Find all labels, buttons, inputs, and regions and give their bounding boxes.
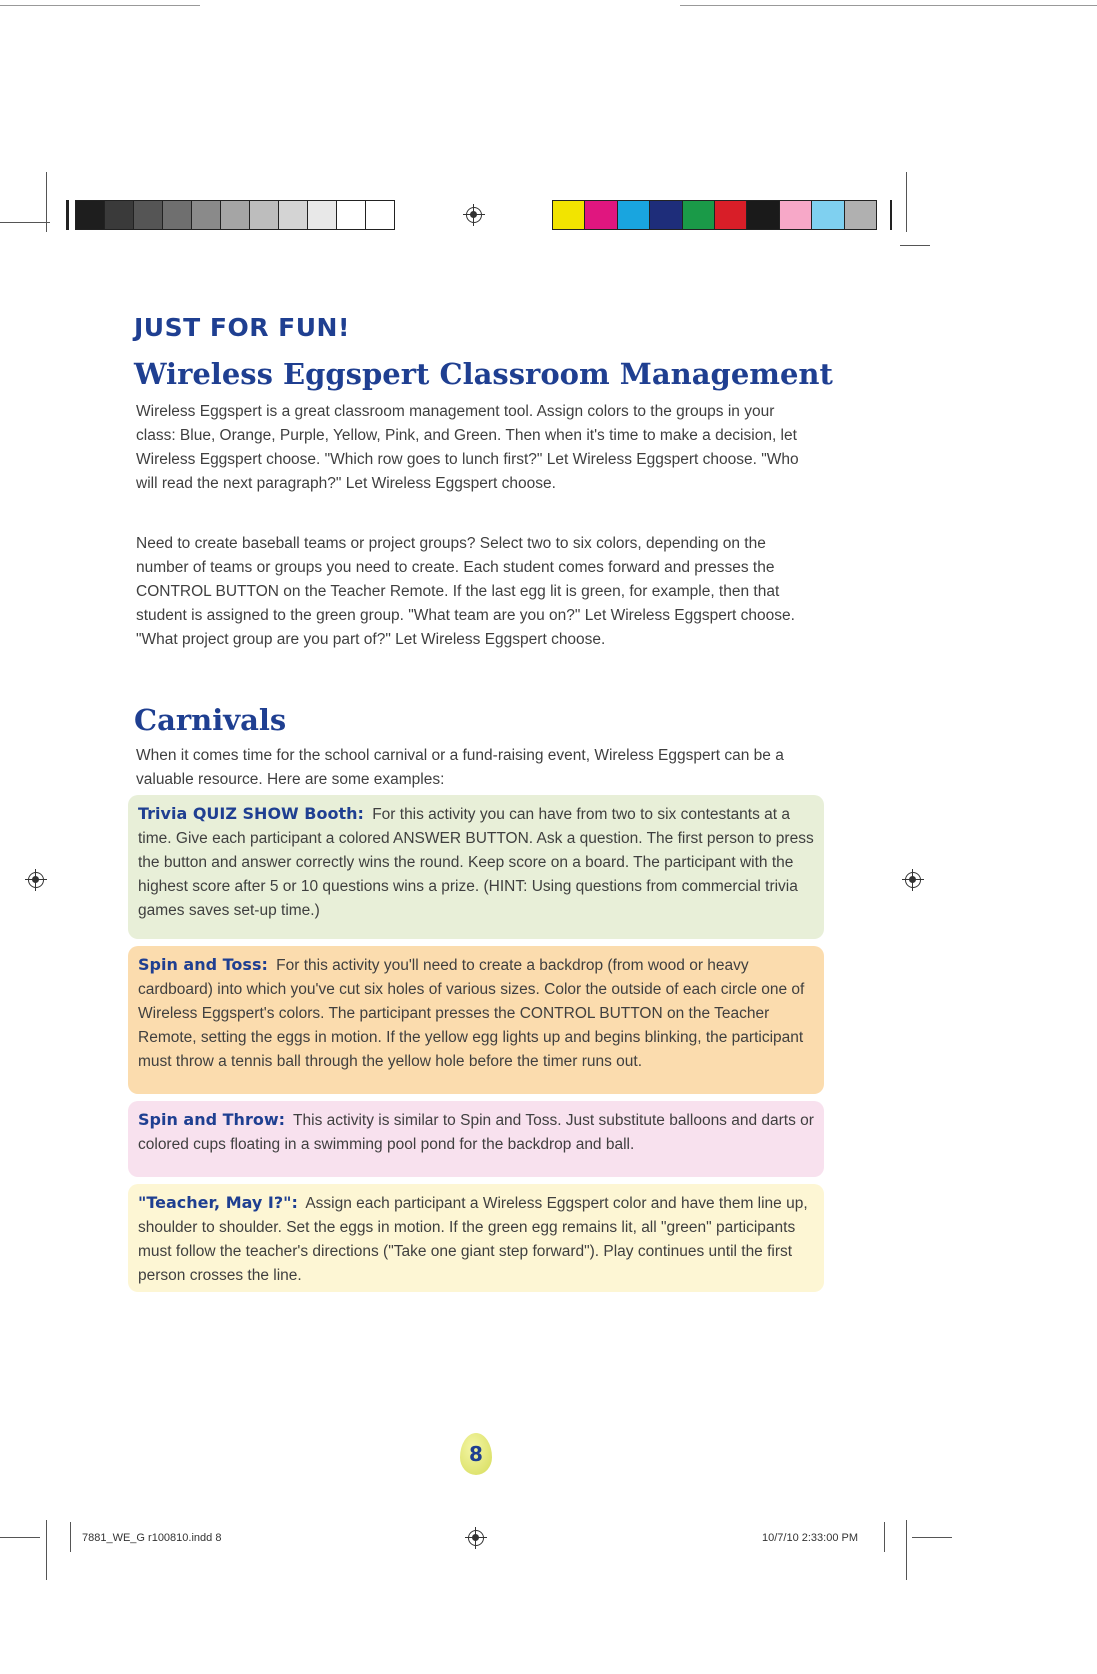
- crop-mark: [884, 1522, 885, 1552]
- gray-swatch: [279, 201, 308, 229]
- gray-swatch: [250, 201, 279, 229]
- activity-box-teacher-may-i: [128, 1184, 824, 1292]
- activity-text: For this activity you'll need to create a backdrop (from wood or heavy cardboard) into which you've cut six holes of various sizes. Color the outside of each circle one of Wireless Eggspert's colors. The participant presses the CONTROL BUTTON on the Teacher Remote, setting the eggs in motion. If the yellow egg lights up and begins blinking, the participant must throw a tennis ball through the yellow hole before the timer runs out.: [138, 957, 805, 1070]
- gray-swatch: [134, 201, 163, 229]
- gray-swatch: [192, 201, 221, 229]
- section-title-carnivals: Carnivals: [134, 703, 287, 737]
- crop-mark: [906, 1520, 907, 1580]
- color-calibration-strip: [552, 200, 877, 230]
- crop-mark: [680, 5, 1097, 6]
- crop-mark: [70, 1522, 71, 1552]
- activity-box-spin-toss: [128, 946, 824, 1094]
- activity-box-spin-throw: [128, 1101, 824, 1177]
- crop-mark: [906, 172, 907, 232]
- color-swatch: [780, 201, 812, 229]
- activity-title: "Teacher, May I?":: [138, 1193, 298, 1212]
- crop-mark: [900, 245, 930, 246]
- color-swatch: [650, 201, 682, 229]
- carnivals-intro: When it comes time for the school carnival or a fund-raising event, Wireless Eggspert can be a valuable resource. Here are some examples:: [136, 747, 784, 788]
- activity-text: For this activity you can have from two to six contestants at a time. Give each participant a colored ANSWER BUTTON. Ask a question. The first person to press the button and answer correctly wins the round. Keep score on a board. The participant with the highest score after 5 or 10 questions wins a prize. (HINT: Using questions from commercial trivia games saves set-up time.): [138, 806, 814, 919]
- color-swatch: [618, 201, 650, 229]
- gray-swatch: [76, 201, 105, 229]
- kicker-heading: JUST FOR FUN!: [134, 313, 350, 342]
- registration-mark-icon: [468, 1530, 484, 1546]
- gray-swatch: [308, 201, 337, 229]
- gray-swatch: [163, 201, 192, 229]
- color-swatch: [715, 201, 747, 229]
- color-swatch: [845, 201, 876, 229]
- registration-mark-icon: [905, 872, 921, 888]
- date-slug: 10/7/10 2:33:00 PM: [762, 1532, 859, 1544]
- crop-mark: [0, 1537, 40, 1538]
- gray-swatch: [366, 201, 394, 229]
- file-slug: 7881_WE_G r100810.indd 8: [82, 1532, 222, 1544]
- registration-mark-icon: [28, 872, 44, 888]
- color-swatch: [812, 201, 844, 229]
- crop-mark: [912, 1537, 952, 1538]
- section-title-classroom-management: Wireless Eggspert Classroom Management: [134, 357, 833, 391]
- classroom-paragraph-2: Need to create baseball teams or project groups? Select two to six colors, depending on the number of teams or groups you need to create. Each student comes forward and presses the CONTROL BUTTON on the Teacher Remote. If the last egg lit is green, for example, then that student is assigned to the green group. "What team are you on?" Let Wireless Eggspert choose. "What project group are you part of?" Let Wireless Eggspert choose.: [136, 535, 795, 648]
- gray-swatch: [337, 201, 366, 229]
- activity-text: This activity is similar to Spin and Toss. Just substitute balloons and darts or colored cups floating in a swimming pool pond for the backdrop and ball.: [138, 1112, 814, 1153]
- crop-mark: [46, 172, 47, 232]
- registration-mark-icon: [466, 207, 482, 223]
- classroom-paragraph-1: Wireless Eggspert is a great classroom management tool. Assign colors to the groups in your class: Blue, Orange, Purple, Yellow, Pink, and Green. Then when it's time to make a decision, let Wireless Eggspert choose. "Which row goes to lunch first?" Let Wireless Eggspert choose. "Who will read the next paragraph?" Let Wireless Eggspert choose.: [136, 403, 799, 492]
- gray-swatch: [105, 201, 134, 229]
- color-swatch: [747, 201, 779, 229]
- crop-mark: [46, 1520, 47, 1580]
- crop-mark: [0, 222, 50, 223]
- activity-text: Assign each participant a Wireless Eggspert color and have them line up, shoulder to shoulder. Set the eggs in motion. If the green egg remains lit, all "green" participants must follow the teacher's directions ("Take one giant step forward"). Play continues until the first person crosses the line.: [138, 1195, 808, 1284]
- crop-mark: [66, 200, 69, 230]
- activity-box-trivia: [128, 795, 824, 939]
- gray-swatch: [221, 201, 250, 229]
- activity-title: Spin and Throw:: [138, 1110, 285, 1129]
- crop-mark: [890, 200, 892, 230]
- page-number-egg: 8: [460, 1433, 492, 1475]
- activity-title: Spin and Toss:: [138, 955, 268, 974]
- crop-mark: [0, 5, 200, 6]
- color-swatch: [553, 201, 585, 229]
- activity-title: Trivia QUIZ SHOW Booth:: [138, 804, 364, 823]
- color-swatch: [585, 201, 617, 229]
- grayscale-calibration-strip: [75, 200, 395, 230]
- color-swatch: [683, 201, 715, 229]
